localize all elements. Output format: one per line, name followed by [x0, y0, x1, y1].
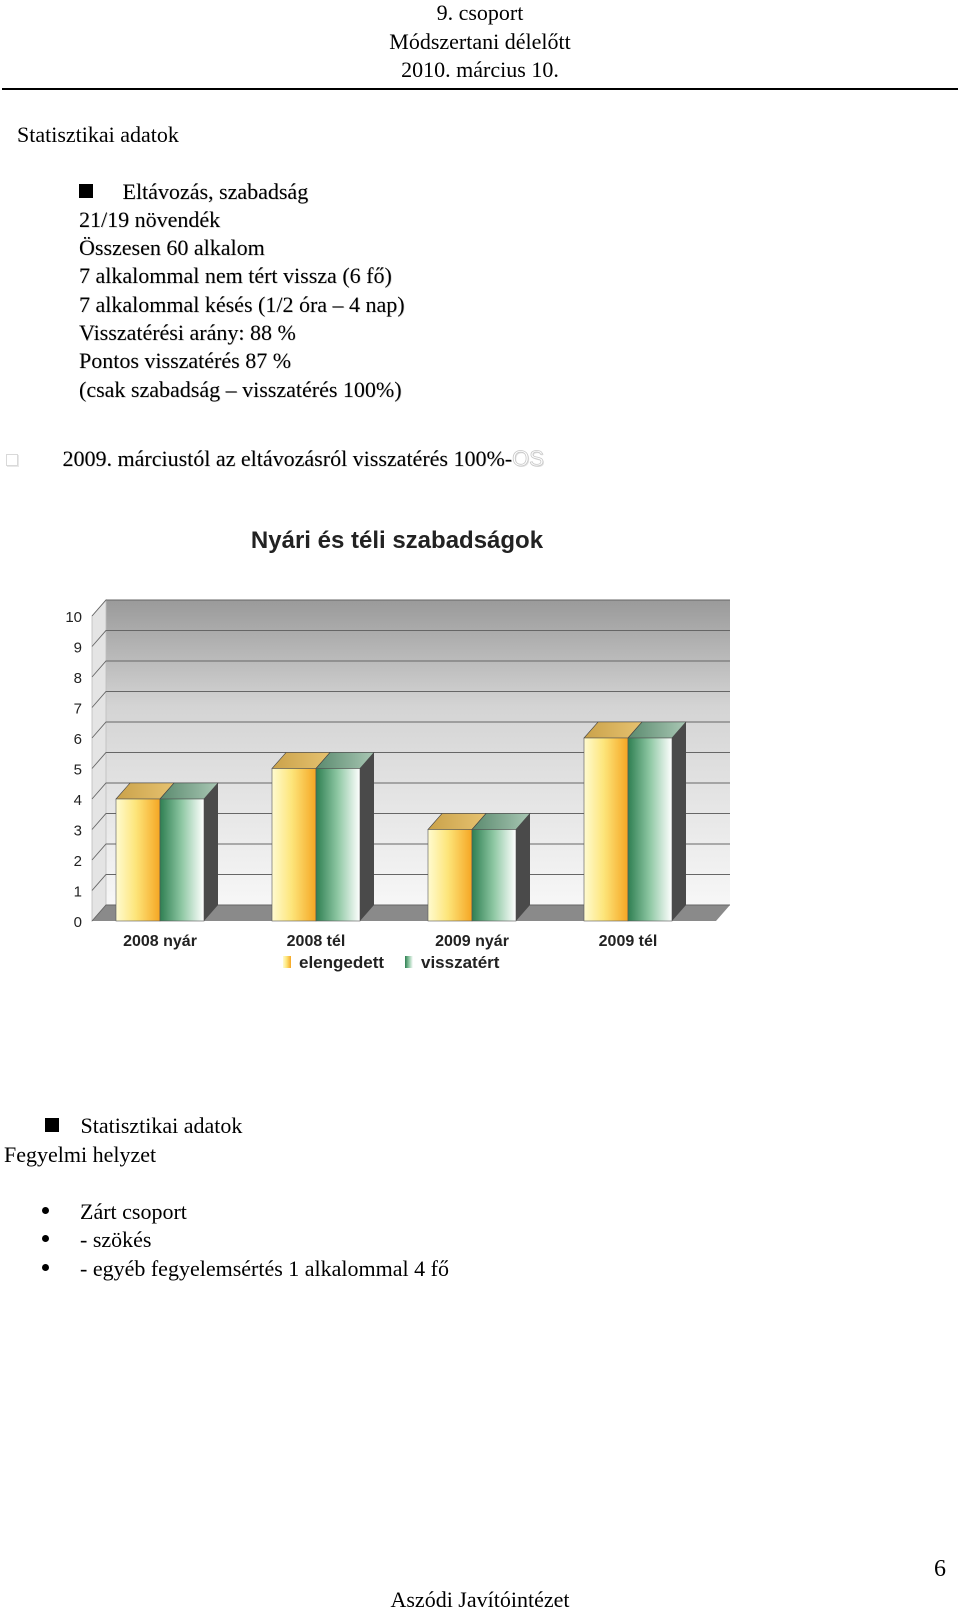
list-item-text: - szökés	[80, 1227, 152, 1252]
list-item-text: - egyéb fegyelemsértés 1 alkalommal 4 fő	[80, 1256, 449, 1281]
section-title: Statisztikai adatok	[17, 122, 179, 147]
section2-heading-text: Statisztikai adatok	[80, 1113, 243, 1138]
stat-line: Pontos visszatérés 87 %	[79, 348, 292, 373]
section2-heading	[45, 1111, 242, 1140]
y-tick-label: 8	[73, 670, 82, 687]
y-tick-label: 9	[73, 639, 82, 657]
header-event: Módszertani délelőtt	[389, 29, 571, 54]
bar-elengedett	[428, 830, 472, 922]
y-tick-label: 1	[73, 883, 82, 901]
chart-legend	[283, 953, 500, 972]
stat-line: 21/19 növendék	[79, 207, 221, 232]
bullet-dot-icon	[42, 1264, 49, 1271]
list-item-text: Zárt csoport	[80, 1199, 187, 1224]
bar-visszatért	[472, 830, 516, 922]
y-tick-label: 4	[73, 792, 82, 809]
y-tick-label: 10	[65, 609, 82, 626]
bar-visszatért	[316, 769, 360, 922]
stat-line: 7 alkalommal késés (1/2 óra – 4 nap)	[79, 292, 405, 317]
square-bullet-icon	[79, 184, 93, 198]
bar-side-visszatért	[672, 722, 686, 921]
list-item	[42, 1225, 152, 1254]
x-tick-label: 2008 tél	[286, 933, 346, 950]
header-divider	[2, 88, 958, 90]
bullet-heading	[79, 177, 308, 206]
bar-visszatért	[160, 799, 204, 921]
header-date: 2010. március 10.	[401, 57, 559, 82]
y-tick-label: 2	[73, 853, 82, 870]
bullet-heading-text: Eltávozás, szabadság	[122, 179, 309, 204]
y-tick-label: 0	[73, 914, 82, 931]
bar-side-visszatért	[516, 814, 530, 922]
x-tick-label: 2008 nyár	[123, 933, 197, 950]
bullet-dot-icon	[42, 1235, 49, 1242]
y-tick-label: 5	[73, 761, 82, 779]
bar-elengedett	[116, 799, 160, 921]
footer-institution: Aszódi Javítóintézet	[390, 1587, 570, 1612]
stat-line: Visszatérési arány: 88 %	[79, 320, 296, 345]
stat-line: Összesen 60 alkalom	[79, 235, 265, 260]
legend-label-visszatert: visszatért	[421, 953, 500, 972]
bar-visszatért	[628, 738, 672, 921]
note-line	[6, 444, 544, 473]
y-tick-label: 7	[73, 700, 82, 718]
bar-elengedett	[272, 769, 316, 922]
square-bullet-icon	[45, 1118, 59, 1132]
bar-side-visszatért	[360, 753, 374, 922]
legend-label-elengedett: elengedett	[299, 953, 385, 972]
stat-line: 7 alkalommal nem tért vissza (6 fő)	[79, 263, 392, 288]
legend-swatch-visszatert	[405, 956, 413, 968]
bar-chart	[0, 520, 960, 990]
section2-subtitle: Fegyelmi helyzet	[4, 1142, 157, 1167]
x-tick-label: 2009 tél	[598, 933, 658, 950]
bar-side-visszatért	[204, 783, 218, 921]
bar-elengedett	[584, 738, 628, 921]
note-suffix: OS	[512, 446, 544, 471]
x-tick-label: 2009 nyár	[435, 933, 509, 950]
bullet-dot-icon	[42, 1207, 49, 1214]
y-tick-label: 3	[73, 822, 82, 840]
note-text: 2009. márciustól az eltávozásról visszatérés 100%-	[62, 446, 513, 471]
y-tick-label: 6	[73, 731, 82, 748]
list-item	[42, 1197, 187, 1226]
header-group: 9. csoport	[436, 0, 524, 25]
chart-title: Nyári és téli szabadságok	[250, 527, 544, 554]
hollow-square-bullet-icon	[6, 454, 18, 466]
list-item	[42, 1254, 449, 1283]
stat-line: (csak szabadság – visszatérés 100%)	[79, 377, 402, 402]
page-number: 6	[934, 1556, 946, 1582]
legend-swatch-elengedett	[283, 956, 291, 968]
